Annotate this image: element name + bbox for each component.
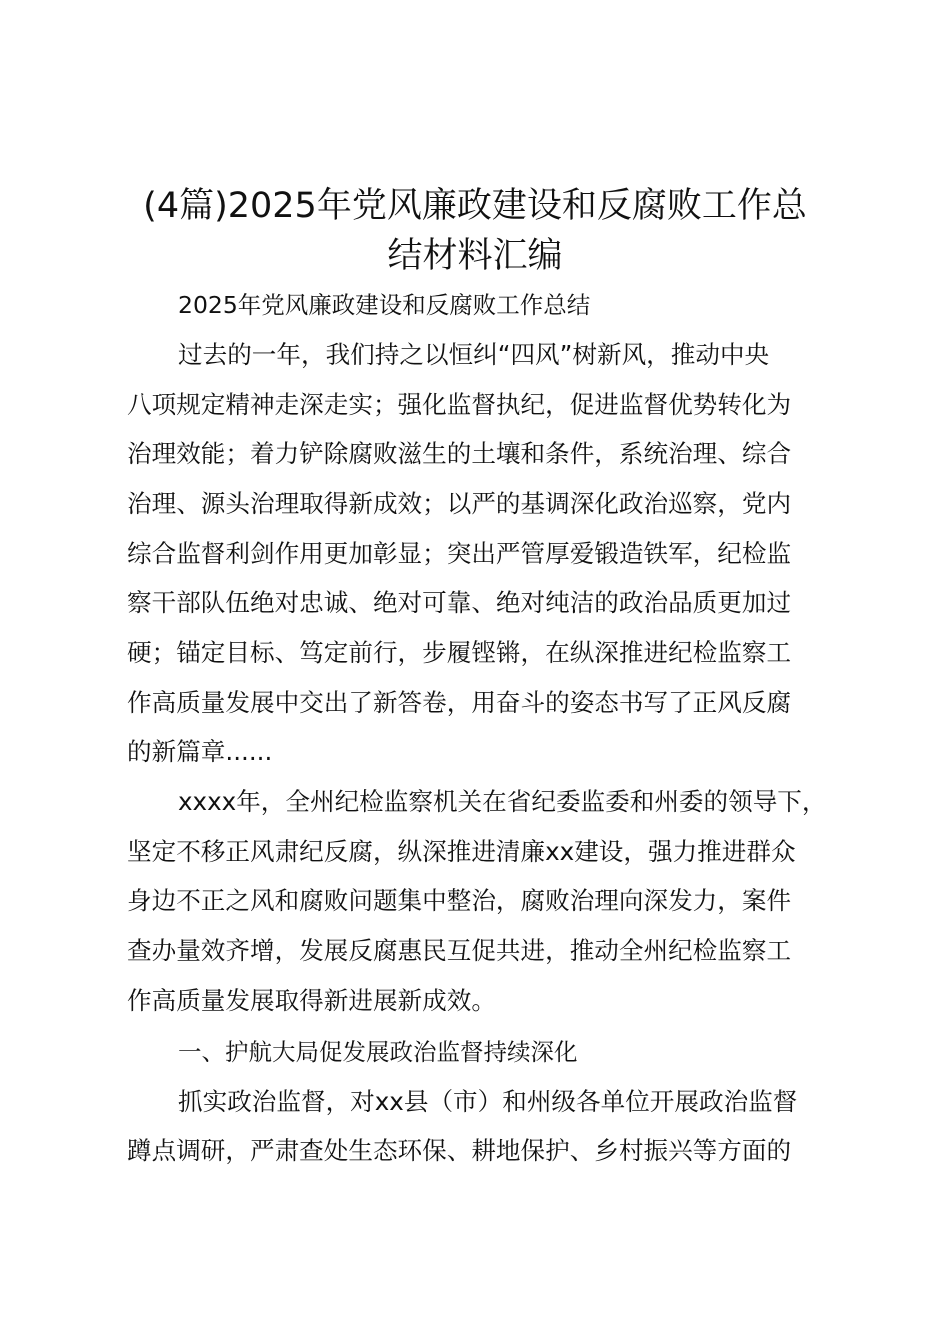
paragraph2-line: xxxx年，全州纪检监察机关在省纪委监委和州委的领导下，	[178, 787, 827, 816]
paragraph1-line: 过去的一年，我们持之以恒纠“四风”树新风，推动中央	[178, 340, 770, 369]
document-title-line-2: 结材料汇编	[387, 236, 563, 276]
paragraph2-line: 身边不正之风和腐败问题集中整治，腐败治理向深发力，案件	[127, 886, 792, 915]
paragraph1-line: 综合监督利剑作用更加彰显；突出严管厚爱锻造铁军，纪检监	[127, 539, 792, 568]
section-heading: 一、护航大局促发展政治监督持续深化	[178, 1038, 578, 1066]
paragraph3-line: 蹲点调研，严肃查处生态环保、耕地保护、乡村振兴等方面的	[127, 1136, 792, 1165]
paragraph1-line: 的新篇章......	[127, 737, 273, 766]
paragraph1-line: 作高质量发展中交出了新答卷，用奋斗的姿态书写了正风反腐	[127, 688, 792, 717]
paragraph1-line: 治理效能；着力铲除腐败滋生的土壤和条件，系统治理、综合	[127, 439, 792, 468]
paragraph1-line: 察干部队伍绝对忠诚、绝对可靠、绝对纯洁的政治品质更加过	[127, 588, 792, 617]
paragraph1-line: 八项规定精神走深走实；强化监督执纪，促进监督优势转化为	[127, 390, 792, 419]
paragraph2-line: 作高质量发展取得新进展新成效。	[127, 986, 496, 1015]
paragraph1-line: 硬；锚定目标、笃定前行，步履铿锵，在纵深推进纪检监察工	[127, 638, 792, 667]
paragraph1-line: 治理、源头治理取得新成效；以严的基调深化政治巡察，党内	[127, 489, 792, 518]
paragraph2-line: 坚定不移正风肃纪反腐，纵深推进清廉xx建设，强力推进群众	[127, 837, 796, 866]
paragraph3-line: 抓实政治监督，对xx县（市）和州级各单位开展政治监督	[178, 1087, 798, 1116]
paragraph2-line: 查办量效齐增，发展反腐惠民互促共进，推动全州纪检监察工	[127, 936, 792, 965]
document-title-line-1: (4篇)2025年党风廉政建设和反腐败工作总	[143, 186, 807, 226]
document-subtitle: 2025年党风廉政建设和反腐败工作总结	[178, 291, 591, 319]
